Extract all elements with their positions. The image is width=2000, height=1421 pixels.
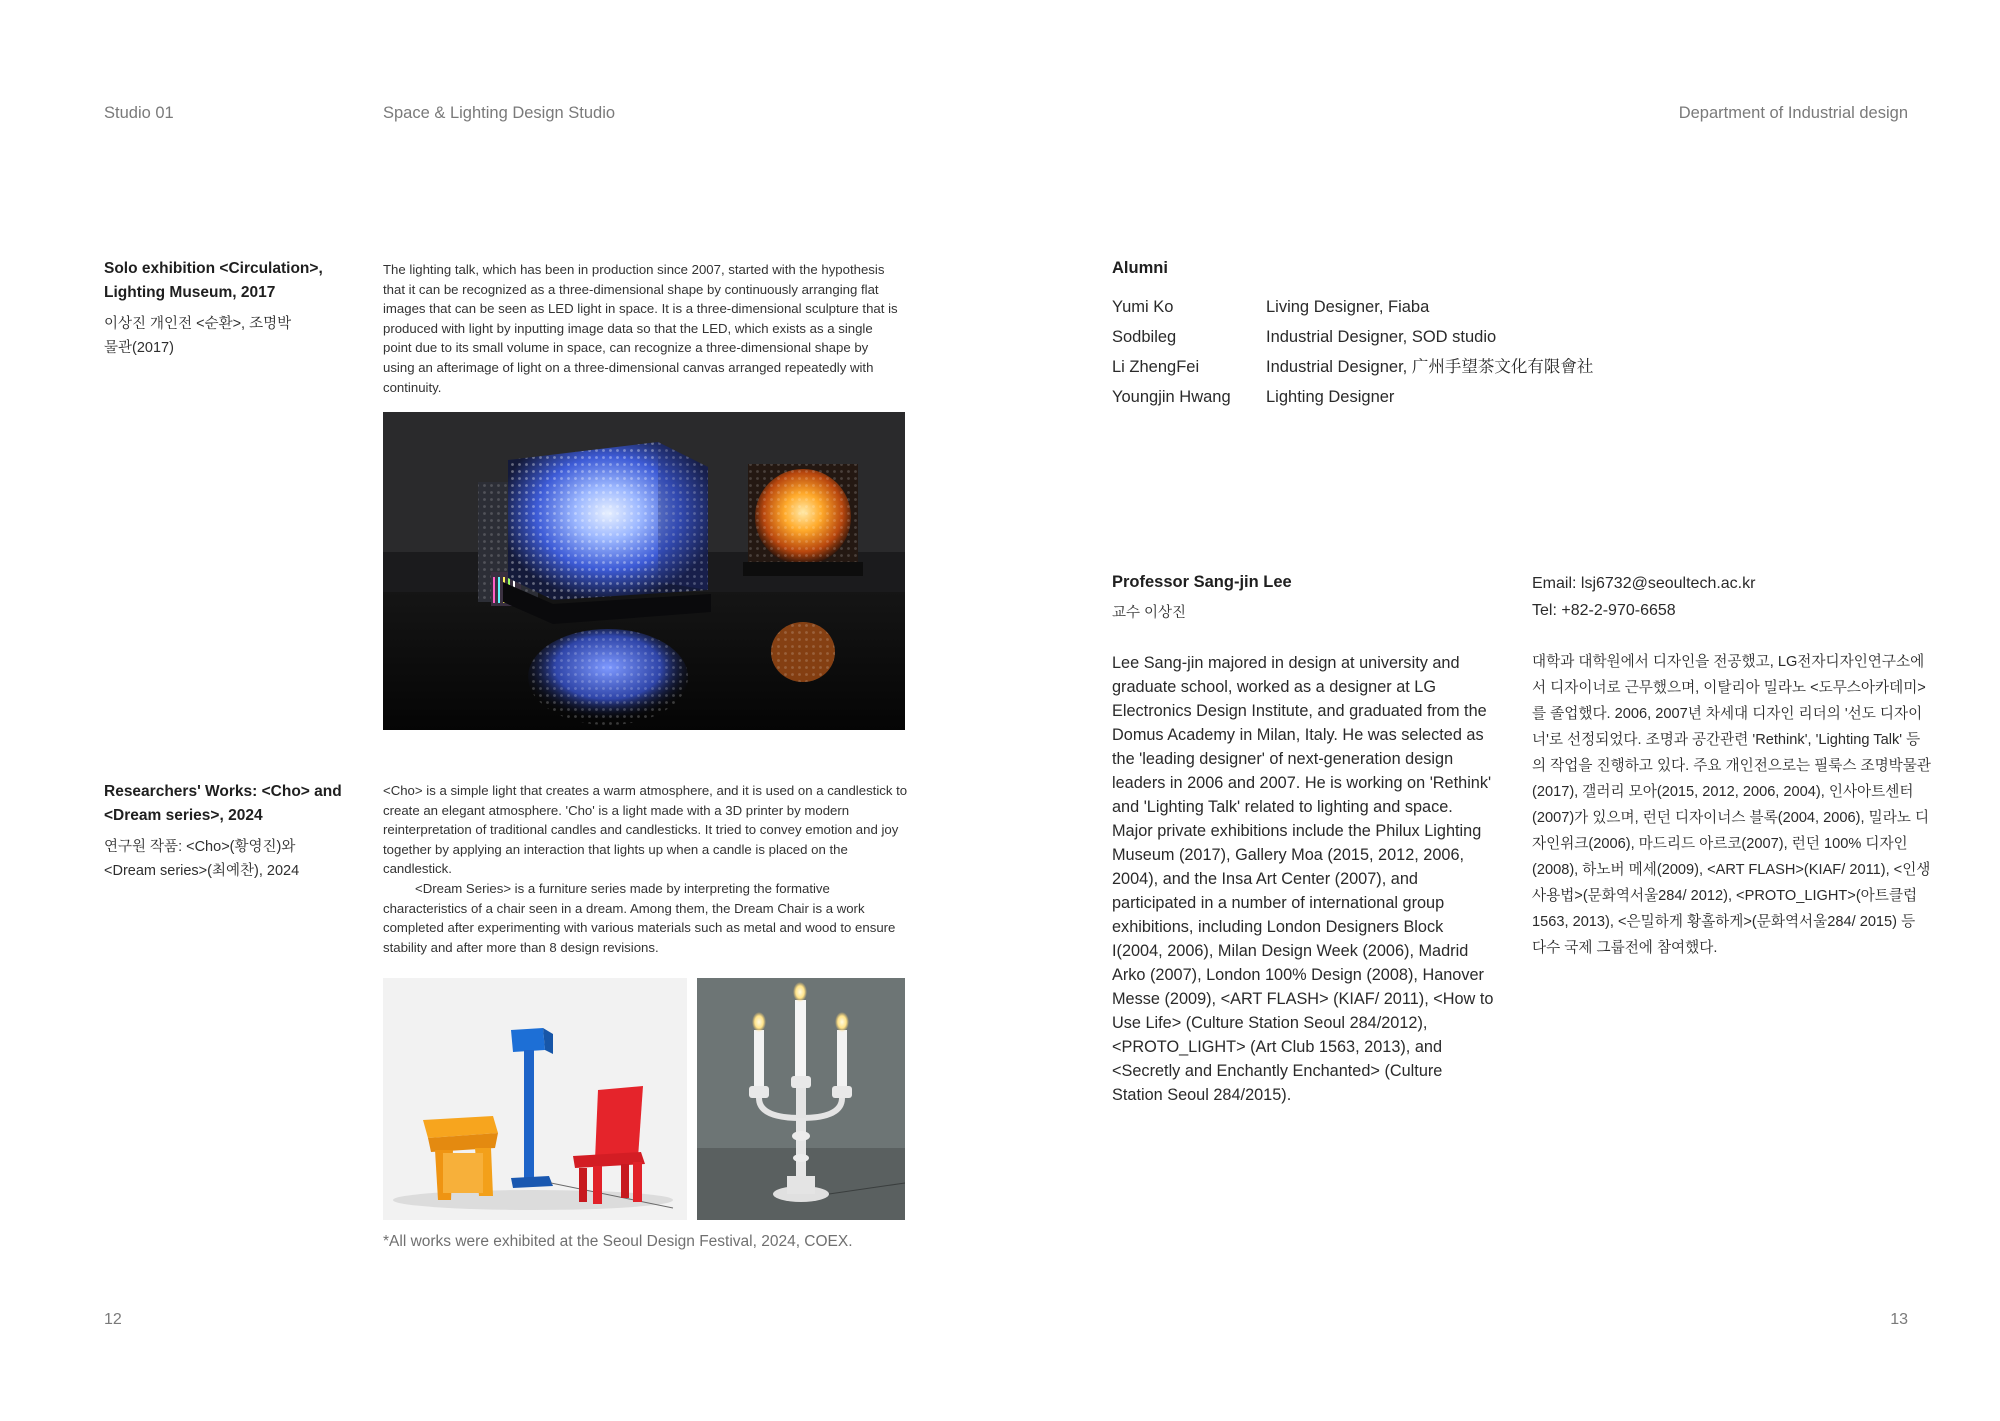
cho-candlestick-photo (697, 978, 905, 1220)
header-studio: Studio 01 (104, 104, 174, 122)
researchers-works-subtitle: 연구원 작품: <Cho>(황영진)와 <Dream series>(최예찬), 2024 (104, 839, 300, 879)
professor-email[interactable]: Email: lsj6732@seoultech.ac.kr (1532, 575, 1756, 592)
page-number-left: 12 (104, 1311, 122, 1328)
circulation-exhibition-photo (383, 412, 905, 730)
alumni-role: Industrial Designer, SOD studio (1266, 328, 1497, 346)
alumni-row (1112, 292, 1712, 322)
solo-exhibition-subtitle: 이상진 개인전 <순환>, 조명박물관(2017) (104, 316, 292, 356)
header-department: Department of Industrial design (1678, 104, 1908, 122)
dream-series-description: <Dream Series> is a furniture series made by interpreting the formative characteristics of a chair seen in a dream. Among them, the Dream Chair is a work completed after experimenting with various materials such as metal and wood to ensure stability and after more than 8 design revisions. (383, 880, 896, 955)
exhibition-caption: *All works were exhibited at the Seoul Design Festival, 2024, COEX. (383, 1233, 853, 1250)
dream-series-photo (383, 978, 687, 1220)
alumni-title: Alumni (1112, 259, 1168, 277)
solo-exhibition-title: Solo exhibition <Circulation>, Lighting Museum, 2017 (104, 260, 323, 301)
professor-contact (1532, 570, 1755, 624)
professor-name: Professor Sang-jin Lee (1112, 573, 1292, 591)
professor-name-korean: 교수 이상진 (1112, 605, 1187, 621)
alumni-row (1112, 382, 1712, 412)
page-number-right: 13 (1890, 1311, 1908, 1328)
researchers-works-description (383, 781, 913, 957)
alumni-name: Youngjin Hwang (1112, 388, 1231, 406)
alumni-role: Lighting Designer (1266, 388, 1395, 406)
alumni-name: Li ZhengFei (1112, 358, 1200, 376)
solo-exhibition-description: The lighting talk, which has been in production since 2007, started with the hypothesis that it can be recognized as a three-dimensional shape by continuously arranging flat images that can be seen as LED light in space. It is a three-dimensional sculpture that is produced with light by inputting image data so that the LED, which exists as a single point due to its small volume in space, can recognize a three-dimensional shape by using an afterimage of light on a three-dimensional canvas arranged repeatedly with continuity. (383, 262, 898, 395)
professor-bio-korean: 대학과 대학원에서 디자인을 전공했고, LG전자디자인연구소에서 디자이너로 근무했으며, 이탈리아 밀라노 <도무스아카데미>를 졸업했다. 2006, 2007년 차세대 디자인 리더의 '선도 디자이너'로 선정되었다. 조명과 공간관련 'Rethink', 'Lighting Talk' 등의 작업을 진행하고 있다. 주요 개인전으로는 필룩스 조명박물관(2017), 갤러리 모아(2015, 2012, 2006, 2004), 인사아트센터(2007)가 있으며, 런던 디자이너스 블록(2004, 2006), 밀라노 디자인위크(2006), 마드리드 아르코(2007), 런던 100% 디자인(2008), 하노버 메세(2009), <ART FLASH>(KIAF/ 2011), <인생사용법>(문화역서울284/ 2012), <PROTO_LIGHT>(아트클럽1563, 2013), <은밀하게 황홀하게>(문화역서울284/ 2015) 등 다수 국제 그룹전에 참여했다. (1532, 654, 1931, 956)
cho-description: <Cho> is a simple light that creates a warm atmosphere, and it is used on a candlestick to create an elegant atmosphere. 'Cho' is a light made with a 3D printer by modern reinterpretation of traditional candles and candlesticks. It tried to convey emotion and joy together by applying an interaction that lights up when a candle is placed on the candlestick. (383, 783, 908, 877)
professor-tel[interactable]: Tel: +82-2-970-6658 (1532, 602, 1676, 619)
alumni-row (1112, 352, 1712, 382)
alumni-role: Living Designer, Fiaba (1266, 298, 1430, 316)
alumni-role: Industrial Designer, 广州手望茶文化有限會社 (1266, 358, 1594, 376)
professor-bio-english: Lee Sang-jin majored in design at university and graduate school, worked as a designer at LG Electronics Design Institute, and graduated from the Domus Academy in Milan, Italy. He was selected as the 'leading designer' of next-generation design leaders in 2006 and 2007. He is working on 'Rethink' and 'Lighting Talk' related to lighting and space. Major private exhibitions include the Philux Lighting Museum (2017), Gallery Moa (2015, 2012, 2006, 2004), and the Insa Art Center (2007), and participated in a number of international group exhibitions, including London Designers Block I(2004, 2006), Milan Design Week (2006), Madrid Arko (2007), London 100% Design (2008), Hanover Messe (2009), <ART FLASH> (KIAF/ 2011), <How to Use Life> (Culture Station Seoul 284/2012), <PROTO_LIGHT> (Art Club 1563, 2013), and <Secretly and Enchantly Enchanted> (Culture Station Seoul 284/2015). (1112, 654, 1494, 1104)
alumni-row (1112, 322, 1712, 352)
researchers-works-title: Researchers' Works: <Cho> and <Dream series>, 2024 (104, 783, 342, 824)
alumni-name: Yumi Ko (1112, 298, 1174, 316)
header-studio-name: Space & Lighting Design Studio (383, 104, 616, 122)
alumni-name: Sodbileg (1112, 328, 1177, 346)
